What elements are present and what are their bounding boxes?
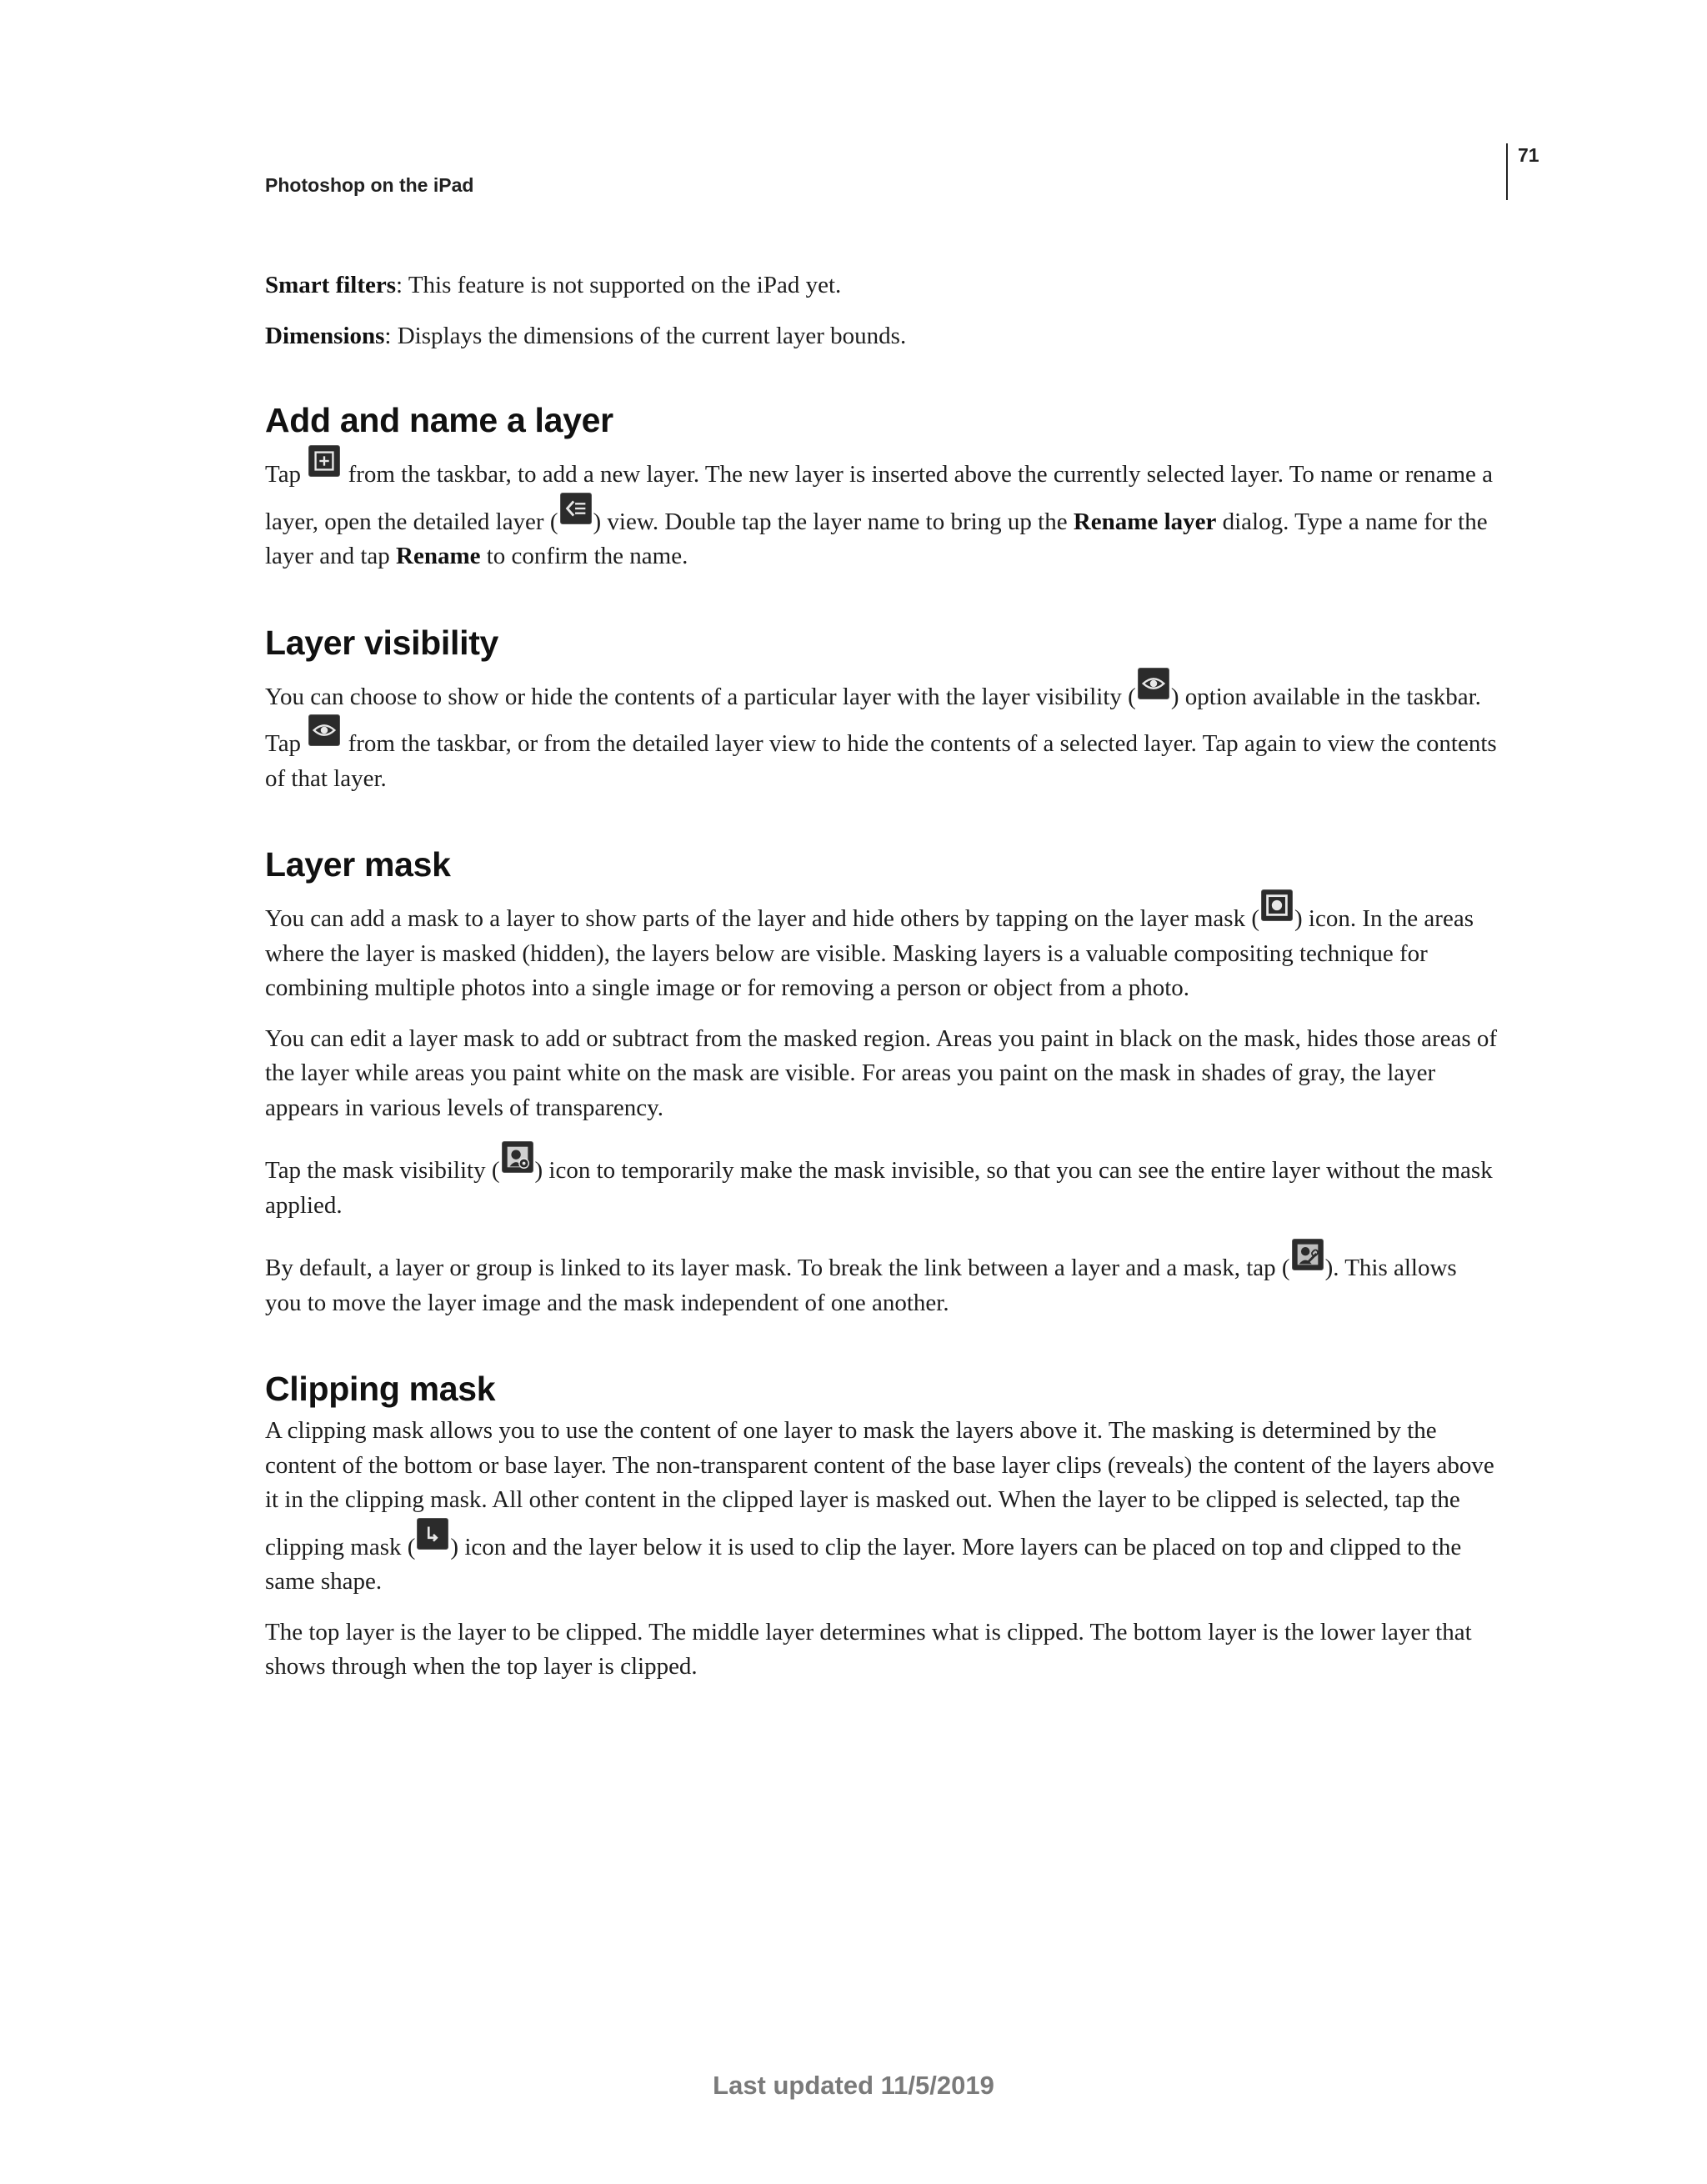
text-run: from the taskbar, to add a new layer. The new layer is inserted above the currently selected layer. To name or rename a layer, open the detailed layer (	[265, 461, 1494, 535]
running-title: Photoshop on the iPad	[265, 174, 474, 196]
text-run: ). This allows you to move the layer image and the mask independent of one another.	[265, 1255, 1457, 1316]
heading-clipping-mask: Clipping mask	[265, 1370, 496, 1408]
main-content	[265, 268, 1499, 1701]
unlink-mask-icon	[1292, 1239, 1324, 1270]
smart-filters-term: Smart filters	[265, 272, 397, 298]
clipping-mask-icon	[417, 1518, 448, 1550]
text-run: ) icon. In the areas where the layer is masked (hidden), the layers below are visible. Masking layers is a valuable compositing technique for combining multiple photos into a single image or for removing a person or object from a photo.	[265, 905, 1474, 1001]
text-run: You can add a mask to a layer to show parts of the layer and hide others by tapping on the layer mask (	[265, 905, 1259, 932]
dimensions-term: Dimensions	[265, 322, 385, 349]
layer-mask-paragraph-3	[265, 1141, 1499, 1223]
smart-filters-text: : This feature is not supported on the iPad yet.	[396, 272, 842, 298]
text-run: ) icon and the layer below it is used to clip the layer. More layers can be placed on top and clipped to the same shape.	[265, 1533, 1462, 1595]
layer-mask-icon	[1261, 889, 1293, 921]
last-updated-footer: Last updated 11/5/2019	[713, 2071, 994, 2100]
dimensions-text: : Displays the dimensions of the current layer bounds.	[384, 322, 907, 349]
text-run: A clipping mask allows you to use the content of one layer to mask the layers above it. The masking is determined by the content of the bottom or base layer. The non-transparent content of the base layer clips (reveals) the content of the layers above it in the clipping mask. All other content in the clipped layer is masked out. When the layer to be clipped is selected, tap the clipping mask (	[265, 1417, 1494, 1560]
text-run: ) view. Double tap the layer name to bring up the	[593, 508, 1074, 535]
clipping-mask-paragraph-2: The top layer is the layer to be clipped. The middle layer determines what is clipped. The bottom layer is the lower layer that shows through when the top layer is clipped.	[265, 1618, 1472, 1680]
header-rule	[1506, 143, 1508, 200]
add-layer-icon	[308, 445, 340, 477]
text-run: to confirm the name.	[480, 543, 688, 569]
layer-mask-paragraph-1	[265, 889, 1499, 1006]
text-run: By default, a layer or group is linked to its layer mask. To break the link between a layer and a mask, tap (	[265, 1255, 1290, 1281]
heading-add-layer: Add and name a layer	[265, 401, 613, 439]
rename-term: Rename	[396, 543, 481, 569]
dimensions-paragraph	[265, 319, 1499, 354]
text-run: You can choose to show or hide the contents of a particular layer with the layer visibility (	[265, 683, 1136, 710]
text-run: Tap the mask visibility (	[265, 1157, 500, 1184]
eye-icon	[308, 714, 340, 746]
layer-mask-paragraph-4	[265, 1239, 1499, 1320]
text-run: dialog. Type a name for the layer and tap	[265, 508, 1488, 569]
add-layer-paragraph	[265, 445, 1499, 574]
eye-icon	[1138, 668, 1169, 699]
layer-mask-paragraph-2: You can edit a layer mask to add or subtract from the masked region. Areas you paint in black on the mask, hides those areas of the layer while areas you paint white on the mask are visible. For areas you paint on the mask in shades of gray, the layer appears in various levels of transparency.	[265, 1024, 1498, 1121]
page-number: 71	[1518, 144, 1539, 166]
layer-visibility-paragraph	[265, 668, 1499, 797]
text-run: from the taskbar, or from the detailed layer view to hide the contents of a selected layer. Tap again to view the contents of that layer.	[265, 730, 1497, 792]
heading-layer-visibility: Layer visibility	[265, 623, 499, 662]
smart-filters-paragraph	[265, 268, 1499, 303]
text-run: ) option available in the taskbar. Tap	[265, 683, 1481, 757]
heading-layer-mask: Layer mask	[265, 845, 451, 884]
mask-visibility-icon	[502, 1141, 533, 1173]
text-run: Tap	[265, 461, 308, 488]
text-run: ) icon to temporarily make the mask invisible, so that you can see the entire layer without the mask applied.	[265, 1157, 1493, 1219]
layer-details-icon	[560, 493, 592, 524]
clipping-mask-paragraph-1	[265, 1414, 1499, 1600]
rename-layer-term: Rename layer	[1073, 508, 1217, 535]
